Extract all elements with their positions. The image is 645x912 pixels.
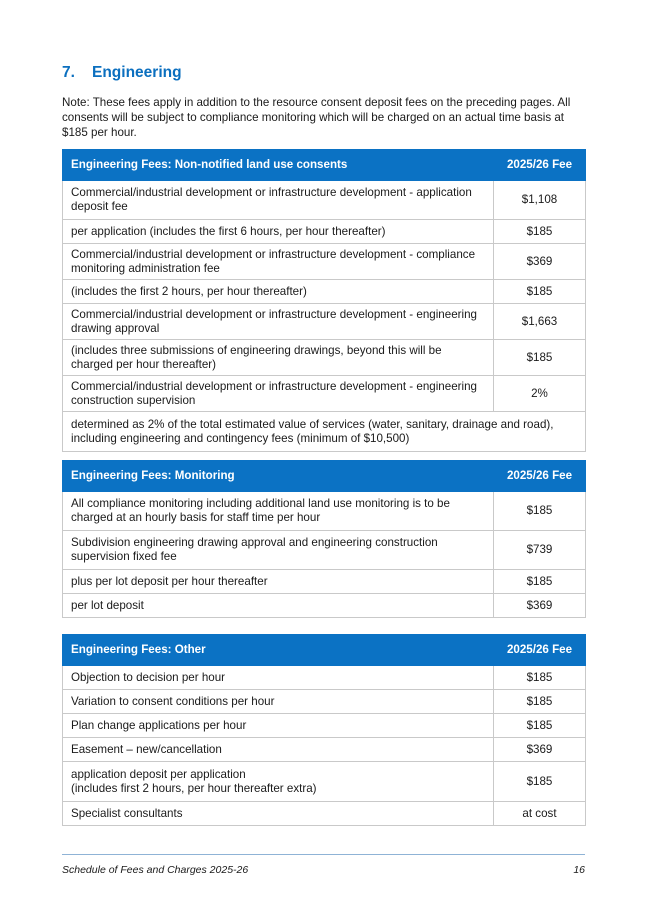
row-description: Subdivision engineering drawing approval and engineering construction supervision fixed fee: [63, 531, 494, 570]
table-header-fee: 2025/26 Fee: [494, 150, 586, 181]
row-fee: $185: [494, 690, 586, 714]
row-description: Objection to decision per hour: [63, 666, 494, 690]
table-row: [63, 714, 586, 738]
row-fee: $185: [494, 762, 586, 802]
row-fee: $185: [494, 570, 586, 594]
row-description: Specialist consultants: [63, 802, 494, 826]
table-row-full: [63, 412, 586, 452]
row-fee: $739: [494, 531, 586, 570]
table-header-title: Engineering Fees: Other: [63, 635, 494, 666]
table-row: [63, 531, 586, 570]
row-fee: $369: [494, 738, 586, 762]
table-row: [63, 340, 586, 376]
table-row: [63, 304, 586, 340]
table-header-row: [63, 635, 586, 666]
row-fee: $185: [494, 492, 586, 531]
row-fee: $185: [494, 340, 586, 376]
row-description: Variation to consent conditions per hour: [63, 690, 494, 714]
table-header-fee: 2025/26 Fee: [494, 461, 586, 492]
row-fee: $369: [494, 594, 586, 618]
table-row: [63, 594, 586, 618]
row-description-full: determined as 2% of the total estimated value of services (water, sanitary, drainage and road), including engineering and contingency fees (minimum of $10,500): [63, 412, 586, 452]
section-heading: [62, 64, 182, 82]
row-fee: 2%: [494, 376, 586, 412]
section-number: 7.: [62, 64, 75, 81]
row-description: Commercial/industrial development or infrastructure development - compliance monitoring administration fee: [63, 244, 494, 280]
row-description: Plan change applications per hour: [63, 714, 494, 738]
table-header-fee: 2025/26 Fee: [494, 635, 586, 666]
row-description: Easement – new/cancellation: [63, 738, 494, 762]
row-description: plus per lot deposit per hour thereafter: [63, 570, 494, 594]
row-description: per lot deposit: [63, 594, 494, 618]
fees-table-monitoring: [62, 460, 586, 618]
table-row: [63, 244, 586, 280]
row-description: (includes the first 2 hours, per hour thereafter): [63, 280, 494, 304]
footer-page-number: 16: [573, 864, 585, 876]
table-row: [63, 220, 586, 244]
table-header-title: Engineering Fees: Non-notified land use consents: [63, 150, 494, 181]
fees-table-other: [62, 634, 586, 826]
table-row: [63, 666, 586, 690]
row-fee: $369: [494, 244, 586, 280]
row-description: (includes three submissions of engineering drawings, beyond this will be charged per hour thereafter): [63, 340, 494, 376]
table-row: [63, 570, 586, 594]
row-description: per application (includes the first 6 hours, per hour thereafter): [63, 220, 494, 244]
footer-title: Schedule of Fees and Charges 2025-26: [62, 864, 249, 876]
table-row: [63, 738, 586, 762]
row-fee: at cost: [494, 802, 586, 826]
table-row: [63, 492, 586, 531]
table-row: [63, 802, 586, 826]
section-title: Engineering: [92, 64, 182, 81]
row-description: Commercial/industrial development or infrastructure development - engineering drawing approval: [63, 304, 494, 340]
row-description: Commercial/industrial development or infrastructure development - engineering construction supervision: [63, 376, 494, 412]
row-fee: $185: [494, 714, 586, 738]
row-fee: $185: [494, 280, 586, 304]
table-header-row: [63, 461, 586, 492]
row-fee: $185: [494, 220, 586, 244]
row-description: All compliance monitoring including additional land use monitoring is to be charged at an hourly basis for staff time per hour: [63, 492, 494, 531]
table-header-title: Engineering Fees: Monitoring: [63, 461, 494, 492]
fees-table-non-notified: [62, 149, 586, 452]
table-row: [63, 181, 586, 220]
table-header-row: [63, 150, 586, 181]
footer-divider: [62, 854, 585, 855]
row-fee: $1,108: [494, 181, 586, 220]
table-row: [63, 376, 586, 412]
row-fee: $1,663: [494, 304, 586, 340]
table-row: [63, 690, 586, 714]
row-description: Commercial/industrial development or infrastructure development - application deposit fee: [63, 181, 494, 220]
section-note: Note: These fees apply in addition to the resource consent deposit fees on the preceding pages. All consents will be subject to compliance monitoring which will be charged on an actual time basis at $185 per hour.: [62, 96, 571, 139]
row-description: application deposit per application (includes first 2 hours, per hour thereafter extra): [63, 762, 494, 802]
table-row: [63, 280, 586, 304]
row-fee: $185: [494, 666, 586, 690]
table-row: [63, 762, 586, 802]
